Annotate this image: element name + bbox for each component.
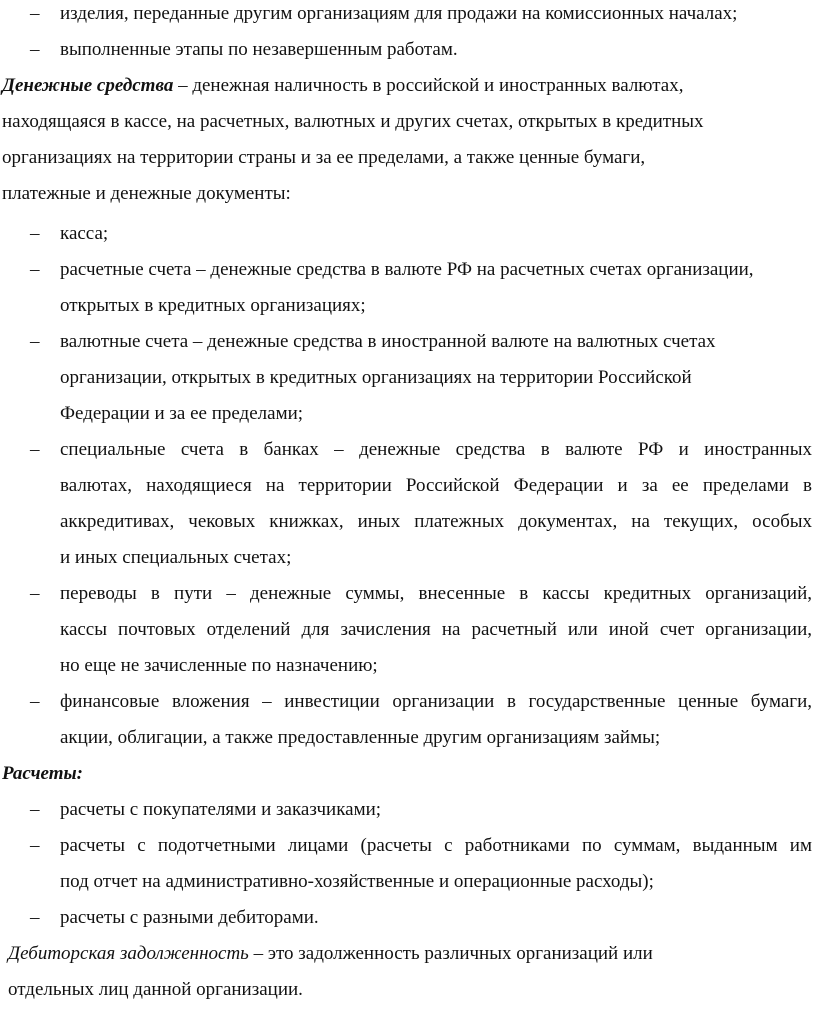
list-item: выполненные этапы по незавершенным работам. — [60, 39, 458, 60]
cash-term: Денежные средства — [2, 75, 174, 96]
list-item-continuation: организации, открытых в кредитных организациях на территории Российской — [60, 367, 692, 388]
bullet-dash: – — [30, 39, 40, 60]
list-item-continuation: акции, облигации, а также предоставленные другим организациям займы; — [60, 727, 661, 748]
bullet-dash: – — [30, 799, 40, 820]
bullet-dash: – — [30, 331, 40, 352]
list-item-continuation: и иных специальных счетах; — [60, 547, 292, 568]
bullet-dash: – — [30, 835, 40, 856]
bullet-dash: – — [30, 691, 40, 712]
list-item: расчеты с покупателями и заказчиками; — [60, 799, 382, 820]
bullet-dash: – — [30, 907, 40, 928]
list-item: расчетные счета – денежные средства в валюте РФ на расчетных счетах организации, — [60, 259, 754, 280]
list-item-continuation: Федерации и за ее пределами; — [60, 403, 304, 424]
cash-definition-text: – денежная наличность в российской и иностранных валютах, — [173, 75, 684, 96]
cash-definition-line — [2, 68, 683, 104]
list-item: расчеты с подотчетными лицами (расчеты с работниками по суммам, выданным им — [60, 835, 812, 856]
list-item: валютные счета – денежные средства в иностранной валюте на валютных счетах — [60, 331, 716, 352]
paragraph-line: платежные и денежные документы: — [2, 183, 291, 204]
list-item: касса; — [60, 223, 109, 244]
bullet-dash: – — [30, 259, 40, 280]
bullet-dash: – — [30, 223, 40, 244]
paragraph-line: организациях на территории страны и за ее пределами, а также ценные бумаги, — [2, 147, 646, 168]
list-item-continuation: кассы почтовых отделений для зачисления на расчетный или иной счет организации, — [60, 619, 812, 640]
list-item-continuation: под отчет на административно-хозяйственные и операционные расходы); — [60, 871, 654, 892]
paragraph-line: отдельных лиц данной организации. — [8, 979, 303, 1000]
list-item: расчеты с разными дебиторами. — [60, 907, 319, 928]
bullet-dash: – — [30, 3, 40, 24]
list-item-continuation: валютах, находящиеся на территории Российской Федерации и за ее пределами в — [60, 475, 812, 496]
receivables-definition-line — [8, 936, 653, 972]
bullet-dash: – — [30, 583, 40, 604]
list-item: изделия, переданные другим организациям для продажи на комиссионных началах; — [60, 3, 738, 24]
receivables-definition-text: – это задолженность различных организаций или — [248, 943, 653, 964]
list-item-continuation: открытых в кредитных организациях; — [60, 295, 366, 316]
list-item-continuation: аккредитивах, чековых книжках, иных платежных документах, на текущих, особых — [60, 511, 812, 532]
paragraph-line: находящаяся в кассе, на расчетных, валютных и других счетах, открытых в кредитных — [2, 111, 704, 132]
list-item: переводы в пути – денежные суммы, внесенные в кассы кредитных организаций, — [60, 583, 812, 604]
list-item-continuation: но еще не зачисленные по назначению; — [60, 655, 378, 676]
settlements-heading: Расчеты: — [2, 763, 84, 784]
receivables-term: Дебиторская задолженность — [8, 943, 249, 964]
list-item: специальные счета в банках – денежные средства в валюте РФ и иностранных — [60, 439, 812, 460]
list-item: финансовые вложения – инвестиции организации в государственные ценные бумаги, — [60, 691, 812, 712]
bullet-dash: – — [30, 439, 40, 460]
